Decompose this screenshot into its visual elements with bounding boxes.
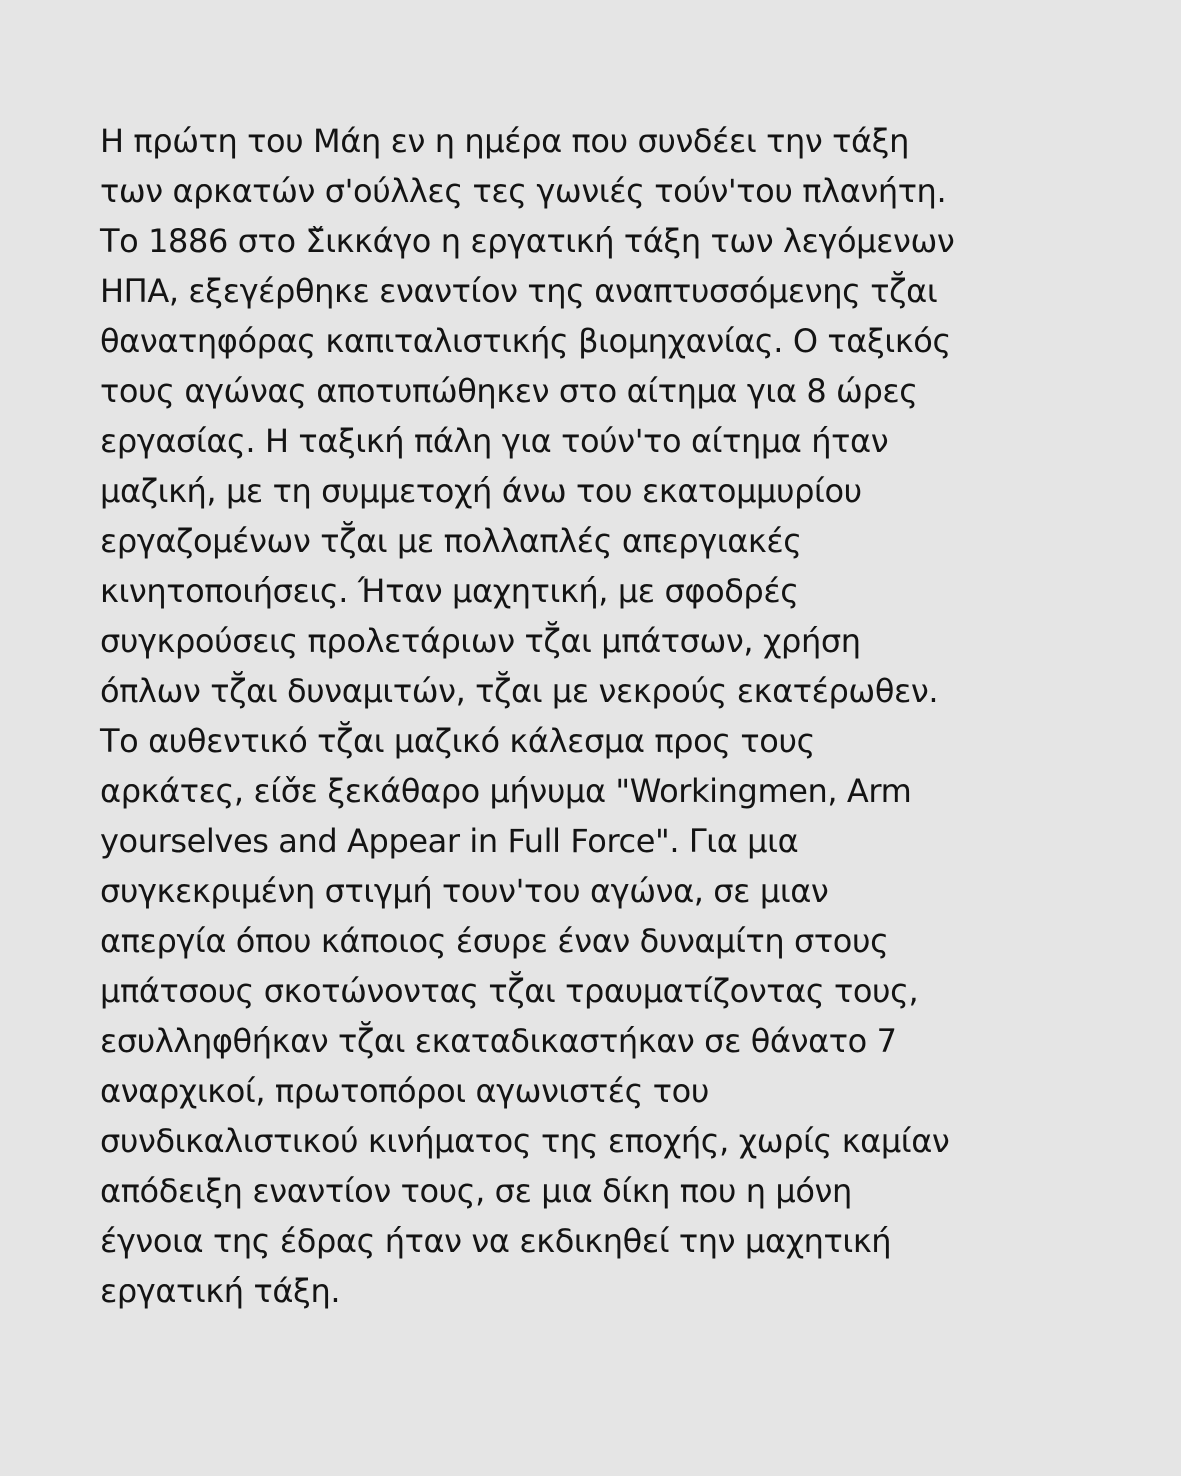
text-line: των αρκατών σ'ούλλες τες γωνιές τούν'του πλανήτη. bbox=[100, 172, 947, 210]
text-line: έγνοια της έδρας ήταν να εκδικηθεί την μαχητική bbox=[100, 1222, 892, 1260]
text-line: εργασίας. Η ταξική πάλη για τούν'το αίτημα ήταν bbox=[100, 422, 889, 460]
text-line: απόδειξη εναντίον τους, σε μια δίκη που η μόνη bbox=[100, 1172, 852, 1210]
text-line: μαζική, με τη συμμετοχή άνω του εκατομμυρίου bbox=[100, 472, 862, 510]
text-line: κινητοποιήσεις. Ήταν μαχητική, με σφοδρές bbox=[100, 572, 799, 610]
text-line: τους αγώνας αποτυπώθηκεν στο αίτημα για 8 ώρες bbox=[100, 372, 918, 410]
text-line: αρκάτες, είσ̌ε ξεκάθαρο μήνυμα "Workingmen, Arm bbox=[100, 772, 912, 810]
text-line: yourselves and Appear in Full Force". Για μια bbox=[100, 822, 799, 860]
text-line: ΗΠΑ, εξεγέρθηκε εναντίον της αναπτυσσόμενης τζ̆αι bbox=[100, 272, 938, 310]
text-line: όπλων τζ̆αι δυναμιτών, τζ̆αι με νεκρούς εκατέρωθεν. bbox=[100, 672, 939, 710]
text-line: εργαζομένων τζ̆αι με πολλαπλές απεργιακές bbox=[100, 522, 802, 560]
text-line: Η πρώτη του Μάη εν η ημέρα που συνδέει την τάξη bbox=[100, 122, 909, 160]
text-line: εργατική τάξη. bbox=[100, 1272, 341, 1310]
text-line: Το 1886 στο Σ̌ικκάγο η εργατική τάξη των λεγόμενων bbox=[100, 222, 955, 260]
text-line: απεργία όπου κάποιος έσυρε έναν δυναμίτη στους bbox=[100, 922, 889, 960]
text-line: αναρχικοί, πρωτοπόροι αγωνιστές του bbox=[100, 1072, 709, 1110]
text-line: συγκεκριμένη στιγμή τουν'του αγώνα, σε μιαν bbox=[100, 872, 829, 910]
text-line: μπάτσους σκοτώνοντας τζ̆αι τραυματίζοντας τους, bbox=[100, 972, 919, 1010]
body-paragraph bbox=[100, 116, 1100, 1316]
text-line: θανατηφόρας καπιταλιστικής βιομηχανίας. Ο ταξικός bbox=[100, 322, 951, 360]
text-line: εσυλληφθήκαν τζ̆αι εκαταδικαστήκαν σε θάνατο 7 bbox=[100, 1022, 897, 1060]
text-line: συνδικαλιστικού κινήματος της εποχής, χωρίς καμίαν bbox=[100, 1122, 950, 1160]
text-line: συγκρούσεις προλετάριων τζ̆αι μπάτσων, χρήση bbox=[100, 622, 861, 660]
text-line: Το αυθεντικό τζ̆αι μαζικό κάλεσμα προς τους bbox=[100, 722, 815, 760]
